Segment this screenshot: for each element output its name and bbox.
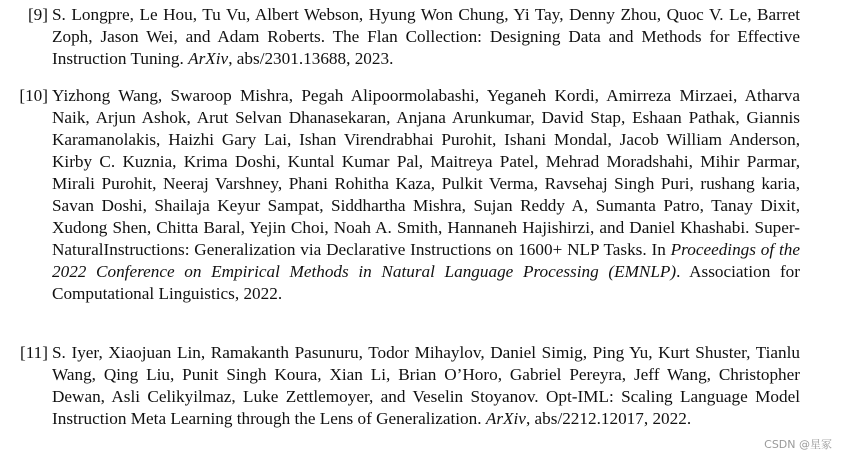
reference-number: [9] (27, 5, 48, 24)
reference-venue: Proceedings of the 2022 Conference on Empirical Methods in Natural Language Processing (EMNLP) (52, 240, 800, 281)
reference-venue-details: , abs/2212.12017, 2022. (525, 409, 692, 428)
reference-venue: ArXiv (485, 409, 526, 428)
reference-text (52, 342, 800, 430)
reference-venue-details: , abs/2301.13688, 2023. (228, 49, 394, 68)
reference-authors: S. Longpre, Le Hou, Tu Vu, Albert Webson, Hyung Won Chung, Yi Tay, Denny Zhou, Quoc V. Le, Barret Zoph, Jason Wei, and Adam Roberts. (52, 5, 800, 46)
reference-text (52, 85, 800, 305)
reference-number: [11] (20, 343, 48, 362)
reference-authors: Yizhong Wang, Swaroop Mishra, Pegah Alipoormolabashi, Yeganeh Kordi, Amirreza Mirzaei, Atharva Naik, Arjun Ashok, Arut Selvan Dhanasekaran, Anjana Arunkumar, David Stap, Eshaan Pathak, Giannis Karamanolakis, Haizhi Gary Lai, Ishan Virendrabhai Purohit, Ishani Mondal, Jacob William Anderson, Kirby C. Kuznia, Krima Doshi, Kuntal Kumar Pal, Maitreya Patel, Mehrad Moradshahi, Mihir Parmar, Mirali Purohit, Neeraj Varshney, Phani Rohitha Kaza, Pulkit Verma, Ravsehaj Singh Puri, rushang karia, Savan Doshi, Shailaja Keyur Sampat, Siddhartha Mishra, Sujan Reddy A, Sumanta Patro, Tanay Dixit, Xudong Shen, Chitta Baral, Yejin Choi, Noah A. Smith, Hannaneh Hajishirzi, and Daniel Khashabi. (52, 86, 800, 237)
reference-title: Opt-IML: Scaling Language Model Instruction Meta Learning through the Lens of Generalization. (52, 387, 800, 428)
reference-venue-prefix: In (651, 240, 671, 259)
reference-venue-details: . Association for Computational Linguistics, 2022. (52, 262, 800, 303)
reference-text (52, 4, 800, 70)
reference-number: [10] (19, 86, 48, 105)
reference-title: Super-NaturalInstructions: Generalization via Declarative Instructions on 1600+ NLP Tasks. (52, 218, 801, 259)
reference-title: The Flan Collection: Designing Data and Methods for Effective Instruction Tuning. (52, 27, 800, 68)
reference-venue: ArXiv (188, 49, 229, 68)
watermark: CSDN @星冢 (764, 438, 832, 451)
reference-authors: S. Iyer, Xiaojuan Lin, Ramakanth Pasunuru, Todor Mihaylov, Daniel Simig, Ping Yu, Kurt Shuster, Tianlu Wang, Qing Liu, Punit Singh Koura, Xian Li, Brian O’Horo, Gabriel Pereyra, Jeff Wang, Christopher Dewan, Asli Celikyilmaz, Luke Zettlemoyer, and Veselin Stoyanov. (52, 343, 800, 406)
